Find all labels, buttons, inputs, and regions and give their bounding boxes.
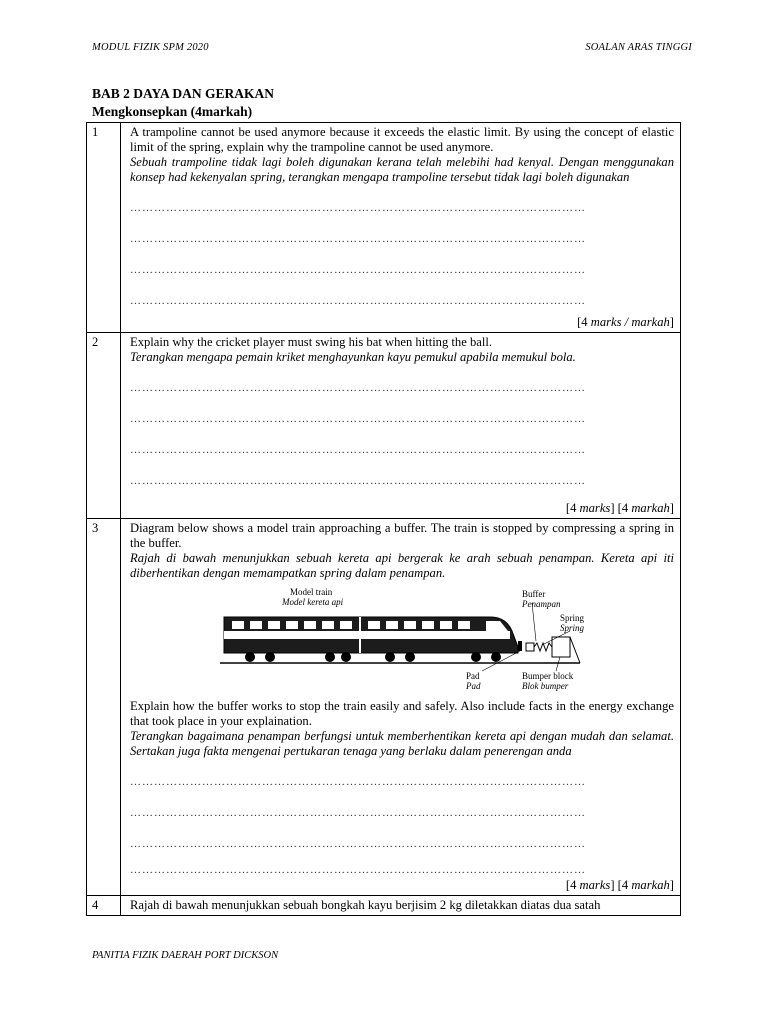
label-model-train-ms: Model kereta api bbox=[282, 597, 344, 607]
question-text2-en: Explain how the buffer works to stop the train easily and safely. Also include facts in the energy exchange that took place in your explaination. bbox=[130, 699, 674, 728]
marks-part: marks bbox=[579, 501, 611, 515]
label-buffer: Buffer bbox=[522, 589, 546, 599]
marks-part: ] [4 bbox=[610, 878, 632, 892]
question-text2-ms: Terangkan bagaimana penampan berfungsi untuk memberhentikan kereta api dengan mudah dan selamat. Sertakan juga fakta mengenai pertukaran tenaga yang berlaku dalam penerengan anda bbox=[130, 729, 674, 758]
question-body bbox=[121, 896, 681, 916]
marks-part: ] bbox=[669, 878, 674, 892]
label-pad-ms: Pad bbox=[466, 681, 481, 691]
marks-part: marks bbox=[579, 878, 611, 892]
question-body bbox=[121, 123, 681, 333]
question-number: 3 bbox=[87, 519, 121, 896]
train-illustration bbox=[220, 587, 620, 695]
answer-line[interactable]: …………………………………………………………………………………………………… bbox=[130, 864, 586, 876]
questions-table bbox=[86, 122, 681, 916]
question-number: 4 bbox=[87, 896, 121, 916]
answer-line[interactable]: …………………………………………………………………………………………………… bbox=[130, 202, 586, 214]
marks-prefix: [4 bbox=[577, 315, 591, 329]
question-text-ms: Terangkan mengapa pemain kriket menghayunkan kayu pemukul apabila memukul bola. bbox=[130, 350, 576, 364]
section-title: Mengkonsepkan (4markah) bbox=[92, 104, 253, 119]
question-row-4 bbox=[87, 896, 681, 916]
answer-line[interactable]: …………………………………………………………………………………………………… bbox=[130, 444, 586, 456]
question-text-en: Rajah di bawah menunjukkan sebuah bongkah kayu berjisim 2 kg diletakkan diatas dua satah bbox=[130, 898, 601, 912]
question-text-ms: Sebuah trampoline tidak lagi boleh digunakan kerana telah melebihi had kenyal. Dengan menggunakan konsep had kekenyalan spring, terangkan mengapa trampoline tersebut tidak lagi boleh digunakan bbox=[130, 155, 674, 184]
marks-suffix: ] bbox=[669, 315, 674, 329]
header-right: SOALAN ARAS TINGGI bbox=[585, 42, 692, 53]
answer-line[interactable]: …………………………………………………………………………………………………… bbox=[130, 776, 586, 788]
marks-italic: marks / markah bbox=[590, 315, 670, 329]
question-body bbox=[121, 519, 681, 896]
marks-label bbox=[130, 501, 674, 516]
answer-line[interactable]: …………………………………………………………………………………………………… bbox=[130, 475, 586, 487]
label-spring: Spring bbox=[560, 613, 585, 623]
answer-line[interactable]: …………………………………………………………………………………………………… bbox=[130, 413, 586, 425]
label-buffer-ms: Penampan bbox=[522, 599, 561, 609]
label-model-train: Model train bbox=[290, 587, 333, 597]
answer-line[interactable]: …………………………………………………………………………………………………… bbox=[130, 264, 586, 276]
answer-line[interactable]: …………………………………………………………………………………………………… bbox=[130, 233, 586, 245]
question-row-2 bbox=[87, 333, 681, 519]
answer-line[interactable]: …………………………………………………………………………………………………… bbox=[130, 382, 586, 394]
marks-part: markah bbox=[631, 878, 670, 892]
label-bumper: Bumper block bbox=[522, 671, 574, 681]
answer-line[interactable]: …………………………………………………………………………………………………… bbox=[130, 838, 586, 850]
question-row-3 bbox=[87, 519, 681, 896]
question-text-en: A trampoline cannot be used anymore because it exceeds the elastic limit. By using the concept of elastic limit of the spring, explain why the trampoline cannot be used anymore. bbox=[130, 125, 674, 154]
footer: PANITIA FIZIK DAERAH PORT DICKSON bbox=[92, 950, 279, 961]
question-number: 2 bbox=[87, 333, 121, 519]
train-buffer-diagram bbox=[220, 587, 620, 695]
label-pad: Pad bbox=[466, 671, 480, 681]
question-row-1 bbox=[87, 123, 681, 333]
marks-part: ] bbox=[669, 501, 674, 515]
marks-part: ] [4 bbox=[610, 501, 632, 515]
marks-part: [4 bbox=[565, 878, 580, 892]
marks-part: markah bbox=[631, 501, 670, 515]
question-text-en: Diagram below shows a model train approaching a buffer. The train is stopped by compressing a spring in the buffer. bbox=[130, 521, 674, 550]
marks-label bbox=[130, 315, 674, 330]
header-left: MODUL FIZIK SPM 2020 bbox=[92, 42, 209, 53]
chapter-title: BAB 2 DAYA DAN GERAKAN bbox=[92, 86, 275, 101]
train-icon bbox=[224, 617, 522, 662]
label-bumper-ms: Blok bumper bbox=[522, 681, 569, 691]
question-text-ms: Rajah di bawah menunjukkan sebuah kereta api bergerak ke arah sebuah penampan. Kereta api iti diberhentikan dengan memampatkan spring dalam penampan. bbox=[130, 551, 674, 580]
answer-line[interactable]: …………………………………………………………………………………………………… bbox=[130, 807, 586, 819]
question-number: 1 bbox=[87, 123, 121, 333]
question-text-en: Explain why the cricket player must swing his bat when hitting the ball. bbox=[130, 335, 492, 349]
answer-line[interactable]: …………………………………………………………………………………………………… bbox=[130, 295, 586, 307]
marks-label bbox=[130, 878, 674, 893]
label-spring-ms: Spring bbox=[560, 623, 585, 633]
question-body bbox=[121, 333, 681, 519]
marks-part: [4 bbox=[565, 501, 580, 515]
